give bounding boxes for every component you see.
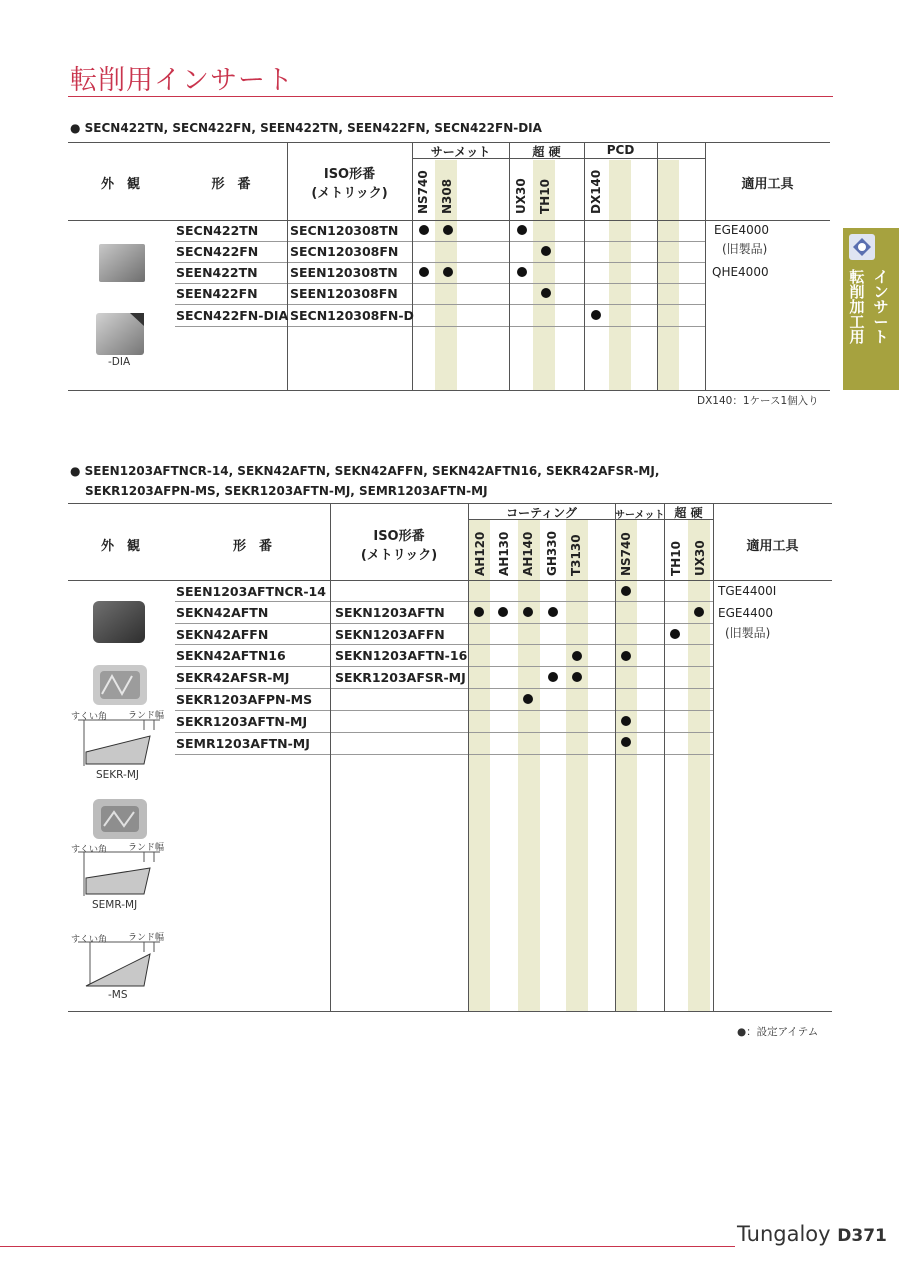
header-tools: 適用工具 — [741, 177, 794, 192]
band — [688, 520, 710, 1012]
iso-cell: SECN120308TN — [290, 223, 399, 238]
model-cell: SEEN422TN — [176, 265, 258, 280]
footer-rule — [0, 1246, 735, 1247]
grade-dx140: DX140 — [589, 169, 603, 214]
band — [468, 520, 490, 1012]
model-cell: SEKN42AFFN — [176, 627, 269, 642]
grade-ah130: AH130 — [497, 531, 511, 576]
rule — [615, 503, 616, 1011]
tool-ege: EGE4400 — [718, 606, 774, 620]
header-iso-sub: (メトリック) — [360, 548, 438, 563]
group-coating: コーティング — [506, 506, 577, 520]
model-cell: SEEN1203AFTNCR-14 — [176, 584, 326, 599]
model-cell: SEMR1203AFTN-MJ — [176, 736, 310, 751]
model-cell: SEKN42AFTN — [176, 605, 269, 620]
image-label-sekr: SEKR-MJ — [96, 769, 139, 781]
rake-angle-label: すくい角 — [71, 712, 108, 722]
side-tab-label-1: インサート — [873, 268, 889, 346]
rule — [68, 580, 832, 581]
grade-gh330: GH330 — [545, 531, 559, 576]
dot — [548, 607, 558, 617]
legend: ●：設定アイテム — [737, 1026, 819, 1038]
header-tools: 適用工具 — [746, 539, 799, 554]
header-appearance: 外 観 — [100, 177, 140, 192]
grade-ux30: UX30 — [693, 540, 707, 576]
rule — [509, 142, 510, 390]
rule — [468, 503, 469, 1011]
grade-ns740: NS740 — [416, 170, 430, 214]
model-cell: SECN422FN — [176, 244, 259, 259]
model-cell: SECN422FN-DIA — [176, 308, 289, 323]
band — [609, 160, 631, 390]
dot — [621, 651, 631, 661]
land-width-label: ランド幅 — [128, 843, 165, 853]
iso-cell: SEKR1203AFSR-MJ — [335, 670, 466, 685]
rule — [713, 503, 714, 1011]
grade-th10: TH10 — [538, 179, 552, 214]
dot — [572, 672, 582, 682]
tool-tge: TGE4400I — [718, 584, 777, 598]
dot — [523, 607, 533, 617]
rake-angle-label: すくい角 — [71, 845, 108, 855]
dot — [419, 225, 429, 235]
dot — [443, 267, 453, 277]
header-appearance: 外 観 — [100, 539, 140, 554]
grade-ns740: NS740 — [619, 532, 633, 576]
section1-table — [68, 140, 830, 392]
header-iso: ISO形番 — [373, 529, 425, 544]
title-rule — [68, 96, 833, 97]
rule — [175, 666, 713, 667]
side-tab[interactable] — [843, 228, 899, 390]
rule — [175, 644, 713, 645]
rule — [68, 390, 830, 391]
iso-cell: SEKN1203AFFN — [335, 627, 445, 642]
insert-image-semr — [92, 798, 148, 840]
dot — [474, 607, 484, 617]
image-label-dia: -DIA — [108, 356, 131, 368]
rule — [584, 142, 585, 390]
rule — [175, 262, 705, 263]
image-label-semr: SEMR-MJ — [92, 899, 138, 911]
grade-t3130: T3130 — [569, 534, 583, 576]
insert-image-sekr — [92, 664, 148, 706]
group-carbide: 超 硬 — [532, 145, 561, 159]
dot — [419, 267, 429, 277]
iso-cell: SEKN1203AFTN — [335, 605, 445, 620]
model-cell: SEEN422FN — [176, 286, 258, 301]
header-iso-sub: (メトリック) — [311, 186, 388, 201]
land-width-label: ランド幅 — [128, 711, 165, 721]
rule — [175, 754, 713, 755]
section2-heading-2: SEKR1203AFPN-MS, SEKR1203AFTN-MJ, SEMR1203AFTN-MJ — [85, 484, 488, 498]
header-model: 形 番 — [232, 539, 272, 554]
model-cell: SEKR1203AFPN-MS — [176, 692, 313, 707]
side-tab-label-2: 転削加工用 — [849, 268, 865, 346]
rule — [175, 283, 705, 284]
model-cell: SEKN42AFTN16 — [176, 648, 286, 663]
dot — [523, 694, 533, 704]
iso-cell: SECN120308FN-D — [290, 308, 414, 323]
rule — [412, 142, 413, 390]
dot — [498, 607, 508, 617]
header-iso: ISO形番 — [323, 167, 376, 182]
diagram-sekr — [76, 718, 162, 768]
iso-cell: SEEN120308FN — [290, 286, 398, 301]
grade-th10: TH10 — [669, 541, 683, 576]
rule — [330, 503, 331, 1011]
insert-image-dia — [95, 312, 145, 356]
dot — [621, 737, 631, 747]
iso-cell: SEKN1203AFTN-16 — [335, 648, 468, 663]
rule — [664, 503, 665, 1011]
group-pcd: PCD — [606, 143, 635, 157]
rule — [175, 688, 713, 689]
dot — [548, 672, 558, 682]
insert-icon — [848, 233, 876, 261]
model-cell: SEKR42AFSR-MJ — [176, 670, 290, 685]
dot — [541, 246, 551, 256]
group-cermet: サーメット — [615, 510, 665, 521]
grade-n308: N308 — [440, 178, 454, 214]
dot — [621, 716, 631, 726]
land-width-label: ランド幅 — [128, 933, 165, 943]
tool-egetitle: EGE4000 — [714, 223, 770, 237]
diagram-semr — [76, 850, 162, 898]
model-cell: SEKR1203AFTN-MJ — [176, 714, 308, 729]
rule — [175, 623, 713, 624]
rule — [68, 1011, 832, 1012]
tool-note: (旧製品) — [722, 242, 768, 256]
dot — [591, 310, 601, 320]
section1-note: DX140：1ケース1個入り — [697, 395, 819, 407]
model-cell: SECN422TN — [176, 223, 259, 238]
rule — [175, 601, 713, 602]
footer-brand — [737, 1222, 887, 1246]
insert-image-dark — [92, 600, 146, 644]
dot — [541, 288, 551, 298]
rule — [657, 142, 658, 390]
section2-heading-1: ● SEEN1203AFTNCR-14, SEKN42AFTN, SEKN42AFFN, SEKN42AFTN16, SEKR42AFSR-MJ, — [70, 464, 660, 478]
dot — [621, 586, 631, 596]
grade-ah140: AH140 — [521, 531, 535, 576]
section1-heading: ● SECN422TN, SECN422FN, SEEN422TN, SEEN422FN, SECN422FN-DIA — [70, 121, 542, 135]
header-model: 形 番 — [211, 177, 251, 192]
rule — [175, 304, 705, 305]
rule — [68, 503, 832, 504]
dot — [670, 629, 680, 639]
rule — [175, 326, 705, 327]
rule — [68, 220, 830, 221]
grade-ux30: UX30 — [514, 178, 528, 214]
brand-name: Tungaloy — [737, 1222, 831, 1246]
group-carbide: 超 硬 — [674, 506, 703, 520]
dot — [443, 225, 453, 235]
section2-table — [68, 502, 832, 1014]
dot — [694, 607, 704, 617]
dot — [517, 267, 527, 277]
diagram-ms — [76, 940, 162, 988]
dot — [517, 225, 527, 235]
iso-cell: SEEN120308TN — [290, 265, 398, 280]
rule — [175, 241, 705, 242]
band — [518, 520, 540, 1012]
rule — [175, 710, 713, 711]
dot — [572, 651, 582, 661]
insert-image-square — [98, 243, 146, 283]
tool-note: (旧製品) — [725, 626, 771, 640]
grade-ah120: AH120 — [473, 531, 487, 576]
rule — [175, 732, 713, 733]
iso-cell: SECN120308FN — [290, 244, 399, 259]
rake-angle-label: すくい角 — [71, 935, 108, 945]
page-title: 転削用インサート — [70, 65, 294, 96]
band — [657, 160, 679, 390]
image-label-ms: -MS — [108, 989, 128, 1001]
band — [566, 520, 588, 1012]
group-cermet: サーメット — [430, 145, 491, 159]
page-number: D371 — [837, 1226, 887, 1246]
tool-qhe: QHE4000 — [712, 265, 769, 279]
